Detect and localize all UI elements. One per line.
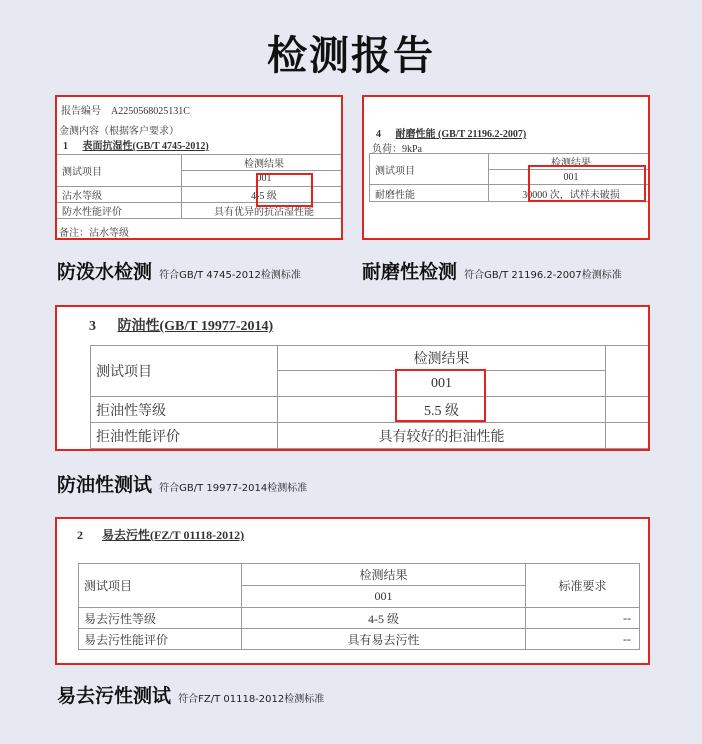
load-value: 负荷：9kPa — [372, 144, 422, 155]
table-footnote: 备注：沾水等级 — [59, 228, 129, 239]
section-number: 3 — [89, 319, 96, 334]
row-value: 5.5 级 — [278, 397, 606, 423]
table-row — [79, 564, 640, 586]
row-label: 防水性能评价 — [57, 203, 182, 219]
row-label: 拒油性等级 — [91, 397, 278, 423]
column-header-item: 测试项目 — [57, 155, 182, 187]
caption-standard: 符合GB/T 19977-2014检测标准 — [159, 483, 308, 494]
report-number: 报告编号 A2250568025131C — [61, 106, 190, 117]
waterproof-caption — [57, 257, 301, 284]
sample-number: 001 — [182, 171, 344, 187]
column-header-item: 测试项目 — [370, 154, 489, 185]
section-title: 易去污性(FZ/T 01118-2012) — [102, 528, 245, 542]
caption-standard: 符合GB/T 21196.2-2007检测标准 — [464, 270, 622, 281]
sample-number: 001 — [242, 586, 526, 608]
section-title: 表面抗湿性(GB/T 4745-2012) — [82, 141, 209, 152]
sample-number: 001 — [489, 170, 651, 185]
row-value: 30000 次，试样未破损 — [489, 185, 651, 202]
waterproof-report-card — [55, 95, 343, 240]
row-standard-empty — [606, 423, 651, 449]
caption-standard: 符合FZ/T 01118-2012检测标准 — [178, 694, 325, 705]
row-label: 耐磨性能 — [370, 185, 489, 202]
section-number: 2 — [77, 528, 83, 542]
column-header-result: 检测结果 — [182, 155, 344, 171]
row-label: 易去污性能评价 — [79, 629, 242, 650]
row-value: 具有优异的抗沾湿性能 — [182, 203, 344, 219]
table-row — [91, 397, 651, 423]
column-header-result: 检测结果 — [278, 346, 606, 371]
caption-standard: 符合GB/T 4745-2012检测标准 — [159, 270, 301, 281]
result-highlight-box — [528, 165, 646, 202]
caption-title: 耐磨性检测 — [362, 261, 458, 283]
table-row — [91, 346, 651, 371]
column-header-result: 检测结果 — [242, 564, 526, 586]
row-standard-empty — [606, 397, 651, 423]
result-highlight-box — [256, 173, 313, 207]
section-heading — [63, 137, 209, 152]
table-row — [91, 423, 651, 449]
sample-number: 001 — [278, 371, 606, 397]
row-label: 沾水等级 — [57, 187, 182, 203]
section-heading — [89, 315, 273, 335]
caption-title: 防泼水检测 — [57, 261, 153, 283]
column-header-result: 检测结果 — [489, 154, 651, 170]
section-heading — [77, 526, 244, 543]
row-standard: -- — [526, 629, 640, 650]
table-row — [57, 155, 344, 171]
section-number: 4 — [376, 129, 381, 140]
row-value: 具有易去污性 — [242, 629, 526, 650]
abrasion-caption — [362, 257, 622, 284]
stain-report-card — [55, 517, 650, 665]
abrasion-report-card — [362, 95, 650, 240]
section-title: 防油性(GB/T 19977-2014) — [117, 319, 274, 334]
table-row — [79, 608, 640, 629]
row-value: 4-5 级 — [242, 608, 526, 629]
column-header-item: 测试项目 — [91, 346, 278, 397]
column-header-item: 测试项目 — [79, 564, 242, 608]
row-label: 易去污性等级 — [79, 608, 242, 629]
table-row — [79, 629, 640, 650]
caption-title: 易去污性测试 — [57, 685, 172, 707]
oil-caption — [57, 470, 307, 497]
result-highlight-box — [395, 369, 486, 422]
section-title: 耐磨性能 (GB/T 21196.2-2007) — [395, 129, 527, 140]
caption-title: 防油性测试 — [57, 474, 153, 496]
stain-caption — [57, 681, 324, 708]
stain-results-table — [78, 563, 640, 650]
column-header-standard: 标准要求 — [526, 564, 640, 608]
row-label: 拒油性能评价 — [91, 423, 278, 449]
oil-report-card — [55, 305, 650, 451]
row-value: 4-5 级 — [182, 187, 344, 203]
section-number: 1 — [63, 141, 68, 152]
test-content-note: 金测内容（根据客户要求） — [59, 126, 179, 137]
oil-results-table — [90, 345, 650, 449]
page-title: 检测报告 — [267, 33, 435, 79]
row-standard: -- — [526, 608, 640, 629]
section-heading — [376, 125, 526, 140]
standard-column-empty — [606, 346, 651, 397]
row-value: 具有较好的拒油性能 — [278, 423, 606, 449]
